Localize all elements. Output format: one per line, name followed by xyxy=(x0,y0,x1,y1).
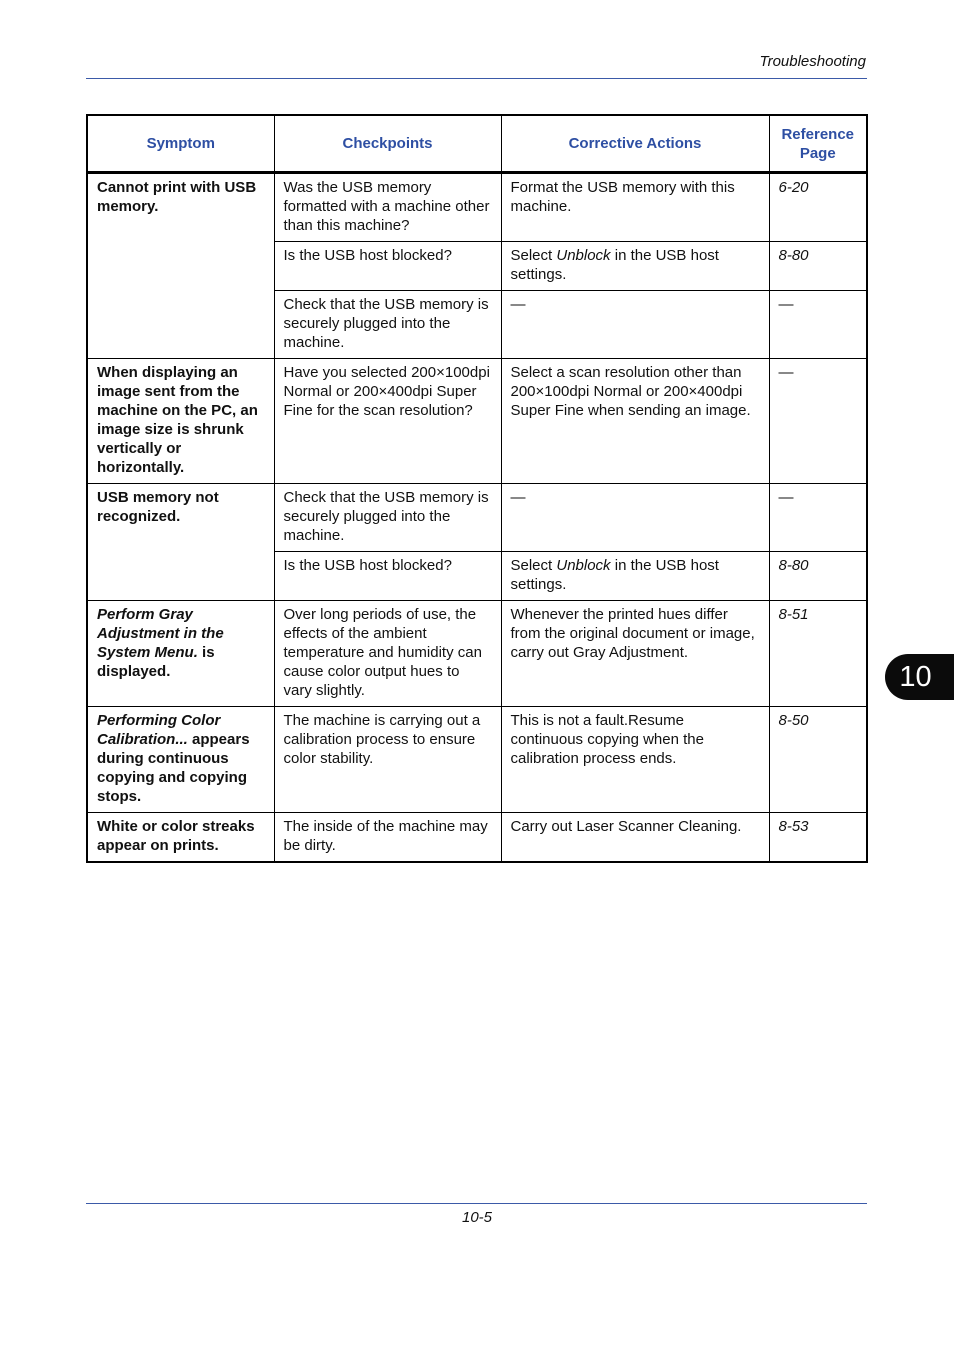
checkpoint-cell: Was the USB memory formatted with a machine other than this machine? xyxy=(274,173,501,242)
reference-cell: 8-50 xyxy=(769,707,867,813)
symptom-cell: USB memory not recognized. xyxy=(87,484,274,601)
checkpoint-cell: Is the USB host blocked? xyxy=(274,242,501,291)
table-row xyxy=(87,601,867,707)
chapter-tab: 10 xyxy=(885,654,954,700)
reference-cell: — xyxy=(769,484,867,552)
checkpoint-cell: Have you selected 200×100dpi Normal or 200×400dpi Super Fine for the scan resolution? xyxy=(274,359,501,484)
reference-cell: 8-80 xyxy=(769,552,867,601)
header-corrective-actions: Corrective Actions xyxy=(501,115,769,173)
section-title: Troubleshooting xyxy=(759,53,866,70)
page-number: 10-5 xyxy=(461,1209,493,1226)
checkpoint-cell: Over long periods of use, the effects of the ambient temperature and humidity can cause color output hues to vary slightly. xyxy=(274,601,501,707)
symptom-cell xyxy=(87,707,274,813)
reference-cell: — xyxy=(769,359,867,484)
symptom-cell: When displaying an image sent from the machine on the PC, an image size is shrunk vertically or horizontally. xyxy=(87,359,274,484)
unblock-term: Unblock xyxy=(556,247,611,264)
checkpoint-cell: Check that the USB memory is securely plugged into the machine. xyxy=(274,484,501,552)
action-cell xyxy=(501,552,769,601)
table-row xyxy=(87,484,867,552)
checkpoint-cell: Check that the USB memory is securely plugged into the machine. xyxy=(274,291,501,359)
reference-cell: — xyxy=(769,291,867,359)
action-cell: — xyxy=(501,484,769,552)
header-checkpoints: Checkpoints xyxy=(274,115,501,173)
header-reference-page: Reference Page xyxy=(769,115,867,173)
table-row xyxy=(87,173,867,242)
table-row xyxy=(87,707,867,813)
action-text: in the USB host settings. xyxy=(510,247,719,283)
table-header-row xyxy=(87,115,867,173)
action-cell: Format the USB memory with this machine. xyxy=(501,173,769,242)
action-text: Select xyxy=(510,247,557,264)
reference-cell: 8-80 xyxy=(769,242,867,291)
symptom-cell: White or color streaks appear on prints. xyxy=(87,813,274,863)
action-cell: — xyxy=(501,291,769,359)
action-cell: Whenever the printed hues differ from the original document or image, carry out Gray Adjustment. xyxy=(501,601,769,707)
symptom-emphasis: Performing Color Calibration... xyxy=(97,712,221,748)
symptom-cell xyxy=(87,601,274,707)
header-rule xyxy=(86,78,867,79)
reference-cell: 6-20 xyxy=(769,173,867,242)
table-row xyxy=(87,359,867,484)
table-row xyxy=(87,813,867,863)
checkpoint-cell: The inside of the machine may be dirty. xyxy=(274,813,501,863)
reference-cell: 8-51 xyxy=(769,601,867,707)
checkpoint-cell: The machine is carrying out a calibration process to ensure color stability. xyxy=(274,707,501,813)
action-cell: This is not a fault.Resume continuous copying when the calibration process ends. xyxy=(501,707,769,813)
symptom-cell: Cannot print with USB memory. xyxy=(87,173,274,359)
troubleshooting-table xyxy=(86,114,868,863)
header-symptom: Symptom xyxy=(87,115,274,173)
action-cell: Select a scan resolution other than 200×100dpi Normal or 200×400dpi Super Fine when sending an image. xyxy=(501,359,769,484)
reference-cell: 8-53 xyxy=(769,813,867,863)
action-text: in the USB host settings. xyxy=(510,557,719,593)
action-text: Select xyxy=(510,557,557,574)
symptom-text: appears during continuous copying and copying stops. xyxy=(97,731,250,805)
symptom-emphasis: Perform Gray Adjustment in the System Menu. xyxy=(97,606,224,661)
symptom-text: is displayed. xyxy=(97,644,215,680)
footer-rule xyxy=(86,1203,867,1204)
checkpoint-cell: Is the USB host blocked? xyxy=(274,552,501,601)
action-cell: Carry out Laser Scanner Cleaning. xyxy=(501,813,769,863)
unblock-term: Unblock xyxy=(556,557,611,574)
action-cell xyxy=(501,242,769,291)
